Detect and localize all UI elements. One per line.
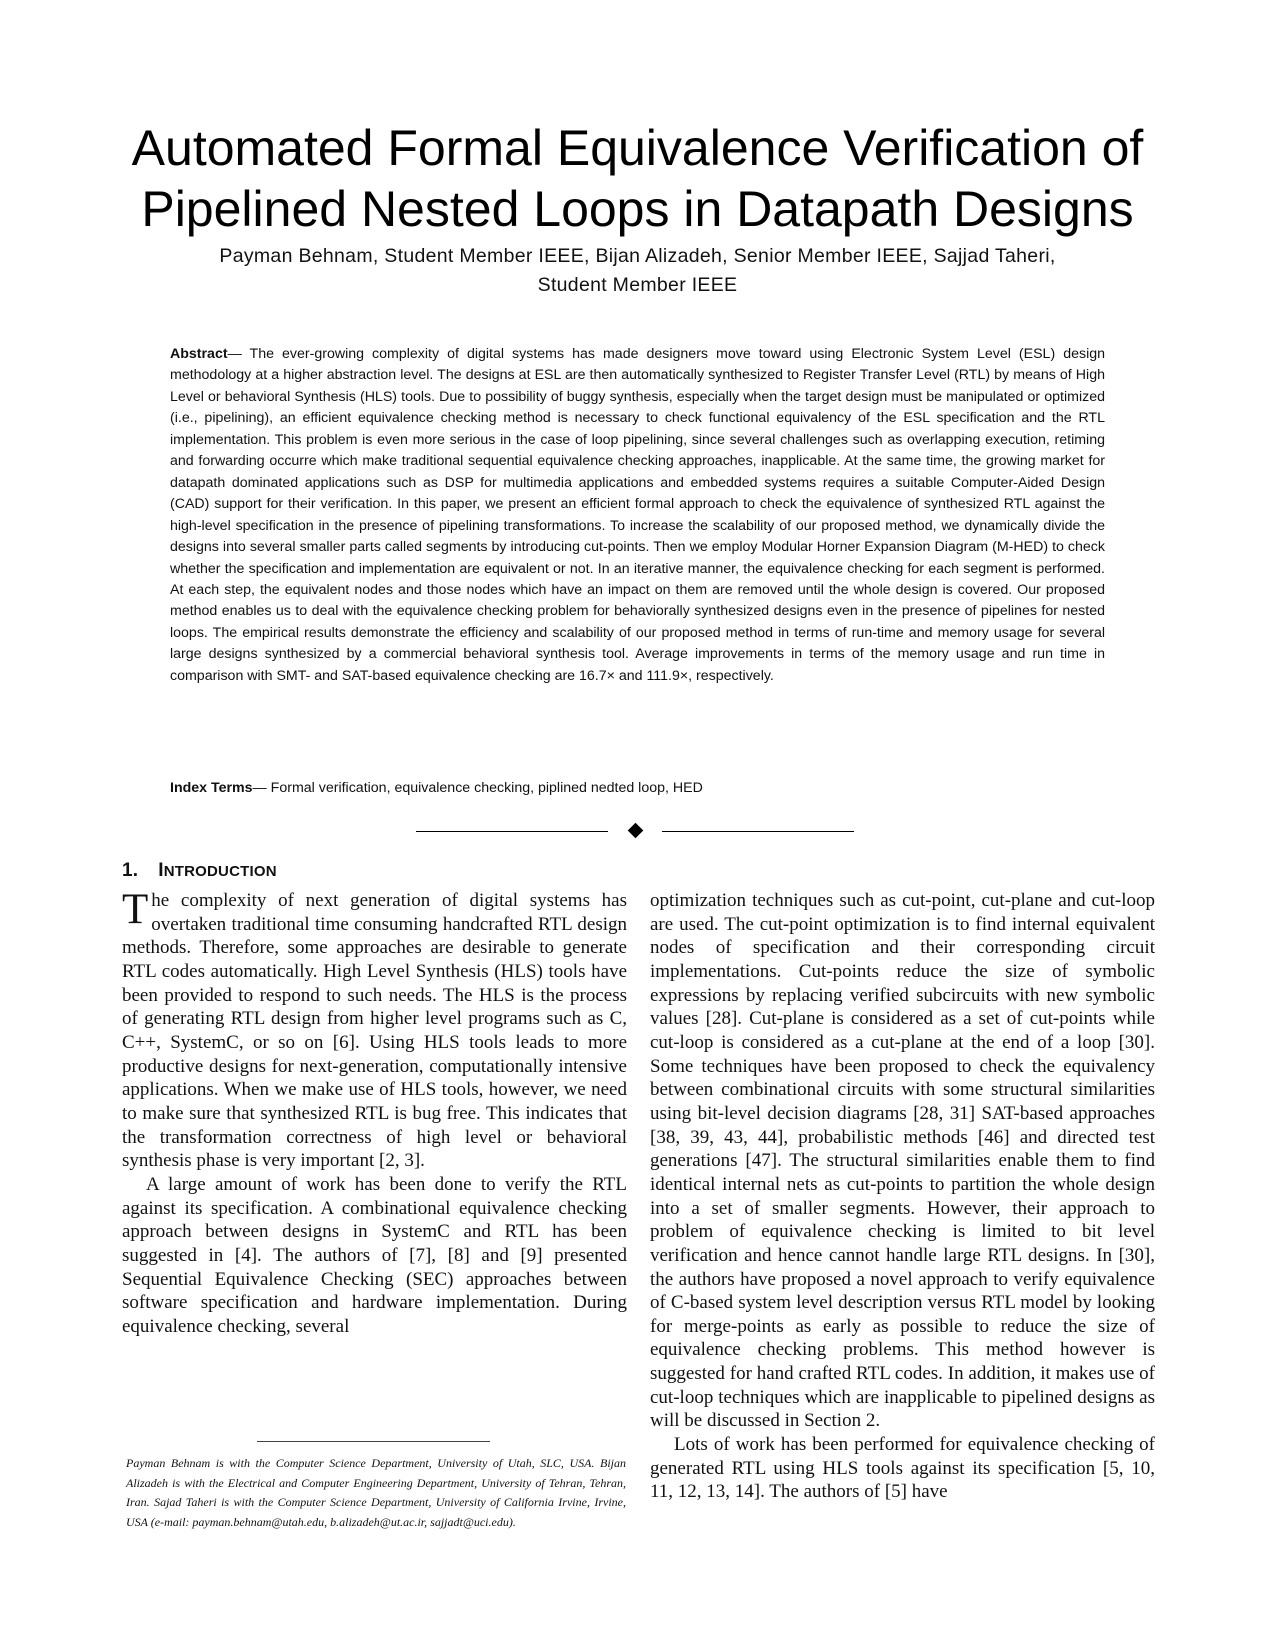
author-affiliation-footnote: Payman Behnam is with the Computer Science Department, University of Utah, SLC, USA. Bijan Alizadeh is with the Electrical and Computer Engineering Department, University of Tehran, Tehran, Iran. Sajad Taheri is with the Computer Science Department, University of California Irvine, Irvine, USA (e-mail: payman.behnam@utah.edu, b.alizadeh@ut.ac.ir, sajjadt@uci.edu). xyxy=(126,1456,626,1529)
separator-line-right xyxy=(662,831,854,832)
right-column xyxy=(650,889,1155,1504)
paper-title xyxy=(80,118,1195,240)
section-separator xyxy=(0,824,1275,840)
section-title-rest: NTRODUCTION xyxy=(163,863,277,880)
index-terms-text: Formal verification, equivalence checking, piplined nedted loop, HED xyxy=(270,780,703,796)
paragraph-2: A large amount of work has been done to verify the RTL against its specification. A combinational equivalence checking approach between designs in SystemC and RTL has been suggested in [4]. The authors of [7], [8] and [9] presented Sequential Equivalence Checking (SEC) approaches between software specification and hardware implementation. During equivalence checking, several xyxy=(122,1173,627,1337)
abstract xyxy=(170,344,1105,687)
abstract-dash: — xyxy=(227,346,250,362)
authors-line-1: Payman Behnam, Student Member IEEE, Bijan Alizadeh, Senior Member IEEE, Sajjad Taheri, xyxy=(219,245,1056,267)
authors-line-2: Student Member IEEE xyxy=(537,274,738,296)
paragraph-1-text: he complexity of next generation of digital systems has overtaken traditional time consuming handcrafted RTL design methods. Therefore, some approaches are desirable to generate RTL codes automatically. High Level Synthesis (HLS) tools have been provided to respond to such needs. The HLS is the process of generating RTL design from higher level programs such as C, C++, SystemC, or so on [6]. Using HLS tools leads to more productive designs for next-generation, computationally intensive applications. When we make use of HLS tools, however, we need to make sure that synthesized RTL is bug free. This indicates that the transformation correctness of high level or behavioral synthesis phase is very important [2, 3]. xyxy=(122,890,627,1172)
title-line-2: Pipelined Nested Loops in Datapath Designs xyxy=(141,181,1134,237)
index-terms-label: Index Terms xyxy=(170,780,253,796)
diamond-icon xyxy=(628,823,644,839)
title-line-1: Automated Formal Equivalence Verification of xyxy=(131,120,1144,176)
section-title-initial: I xyxy=(158,860,164,881)
drop-cap: T xyxy=(122,886,149,933)
left-column xyxy=(122,886,627,1338)
index-terms xyxy=(170,778,1105,799)
index-terms-dash: — xyxy=(252,780,271,796)
paragraph-4: Lots of work has been performed for equivalence checking of generated RTL using HLS tools against its specification [5, 10, 11, 12, 13, 14]. The authors of [5] have xyxy=(650,1434,1155,1503)
abstract-text: The ever-growing complexity of digital systems has made designers move toward using Electronic System Level (ESL) design methodology at a higher abstraction level. The designs at ESL are then automatically synthesized to Register Transfer Level (RTL) by means of High Level or behavioral Synthesis (HLS) tools. Due to possibility of buggy synthesis, especially when the target design must be manipulated or optimized (i.e., pipelining), an efficient equivalence checking method is necessary to check functional equivalency of the ESL specification and the RTL implementation. This problem is even more serious in the case of loop pipelining, since several challenges such as overlapping execution, retiming and forwarding occurre which make traditional sequential equivalence checking approaches, inapplicable. At the same time, the growing market for datapath dominated applications such as DSP for multimedia applications and embedded systems requires a suitable Computer-Aided Design (CAD) support for their verification. In this paper, we present an efficient formal approach to check the equivalence of synthesized RTL against the high-level specification in the presence of pipelining transformations. To increase the scalability of our proposed method, we dynamically divide the designs into several smaller parts called segments by introducing cut-points. Then we employ Modular Horner Expansion Diagram (M-HED) to check whether the specification and implementation are equivalent or not. In an iterative manner, the equivalence checking for each segment is performed. At each step, the equivalent nodes and those nodes which have an impact on them are removed until the whole design is covered. Our proposed method enables us to deal with the equivalence checking problem for behaviorally synthesized designs even in the presence of pipelines for nested loops. The empirical results demonstrate the efficiency and scalability of our proposed method in terms of run-time and memory usage for several large designs synthesized by a commercial behavioral synthesis tool. Average improvements in terms of the memory usage and run time in comparison with SMT- and SAT-based equivalence checking are 16.7× and 111.9×, respectively. xyxy=(170,346,1106,684)
separator-line-left xyxy=(416,831,608,832)
abstract-label: Abstract xyxy=(170,346,228,362)
section-heading-introduction xyxy=(122,860,277,882)
author-list xyxy=(120,242,1155,300)
paragraph-1 xyxy=(122,886,627,1173)
section-number: 1. xyxy=(122,860,139,881)
footnote-rule xyxy=(257,1441,490,1442)
paragraph-3: optimization techniques such as cut-point, cut-plane and cut-loop are used. The cut-point optimization is to find internal equivalent nodes of specification and their corresponding circuit implementations. Cut-points reduce the size of symbolic expressions by replacing verified subcircuits with new symbolic values [28]. Cut-plane is considered as a set of cut-points while cut-loop is considered as a cut-plane at the end of a loop [30]. Some techniques have been proposed to check the equivalency between combinational circuits with some structural similarities using bit-level decision diagrams [28, 31] SAT-based approaches [38, 39, 43, 44], probabilistic methods [46] and directed test generations [47]. The structural similarities enable them to find identical internal nets as cut-points to partition the whole design into a set of smaller segments. However, their approach to problem of equivalence checking is limited to bit level verification and hence cannot handle large RTL designs. In [30], the authors have proposed a novel approach to verify equivalence of C-based system level description versus RTL model by looking for merge-points as early as possible to reduce the size of equivalence checking problems. This method however is suggested for hand crafted RTL codes. In addition, it makes use of cut-loop techniques which are inapplicable to pipelined designs as will be discussed in Section 2. xyxy=(650,890,1155,1432)
